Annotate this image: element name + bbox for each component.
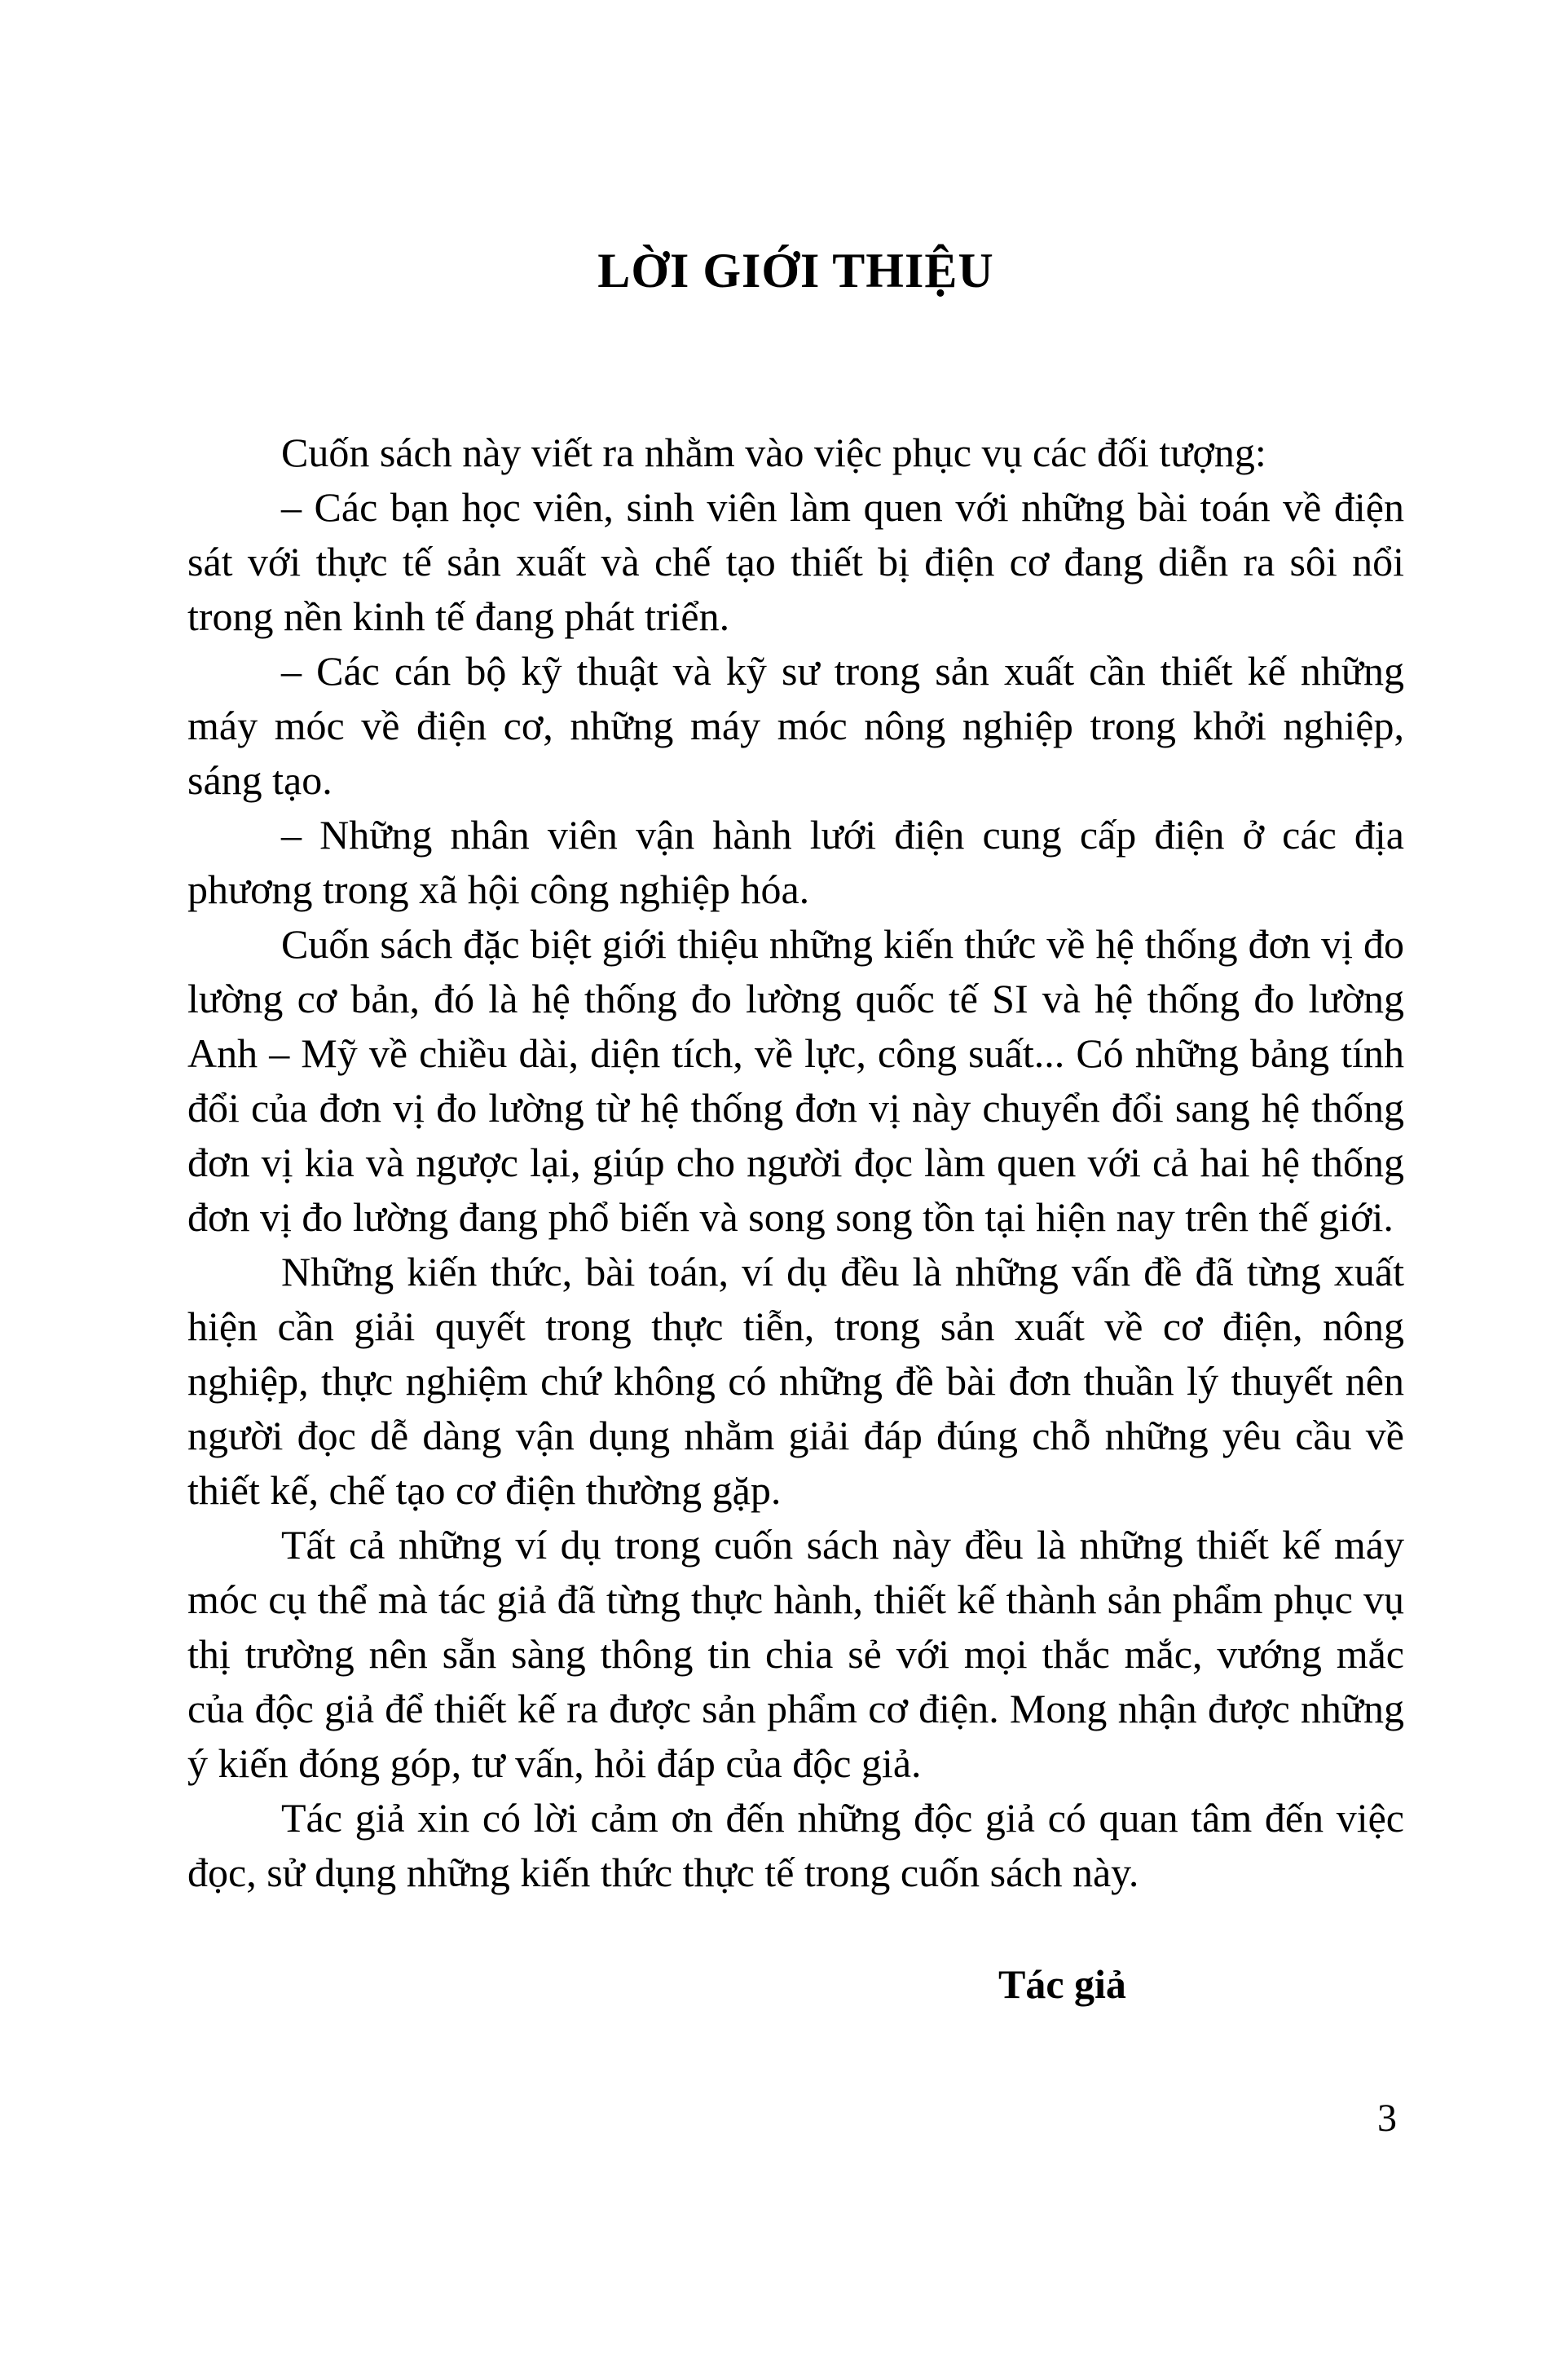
paragraph: Tác giả xin có lời cảm ơn đến những độc giả có quan tâm đến việc đọc, sử dụng những kiến thức thực tế trong cuốn sách này. (187, 1795, 1404, 1895)
paragraph: Tất cả những ví dụ trong cuốn sách này đều là những thiết kế máy móc cụ thể mà tác giả đã từng thực hành, thiết kế thành sản phẩm phục vụ thị trường nên sẵn sàng thông tin chia sẻ với mọi thắc mắc, vướng mắc của độc giả để thiết kế ra được sản phẩm cơ điện. Mong nhận được những ý kiến đóng góp, tư vấn, hỏi đáp của độc giả. (187, 1522, 1404, 1786)
paragraph: – Những nhân viên vận hành lưới điện cung cấp điện ở các địa phương trong xã hội công nghiệp hóa. (187, 812, 1404, 912)
page-title: LỜI GIỚI THIỆU (597, 244, 994, 298)
paragraph: Những kiến thức, bài toán, ví dụ đều là những vấn đề đã từng xuất hiện cần giải quyết trong thực tiễn, trong sản xuất về cơ điện, nông nghiệp, thực nghiệm chứ không có những đề bài đơn thuần lý thuyết nên người đọc dễ dàng vận dụng nhằm giải đáp đúng chỗ những yêu cầu về thiết kế, chế tạo cơ điện thường gặp. (187, 1249, 1404, 1513)
paragraph: Cuốn sách này viết ra nhằm vào việc phục vụ các đối tượng: (281, 430, 1266, 475)
document-body (187, 426, 1404, 2012)
paragraph: – Các bạn học viên, sinh viên làm quen với những bài toán về điện sát với thực tế sản xuất và chế tạo thiết bị điện cơ đang diễn ra sôi nổi trong nền kinh tế đang phát triển. (187, 484, 1404, 639)
page-number: 3 (1377, 2097, 1397, 2140)
paragraph: – Các cán bộ kỹ thuật và kỹ sư trong sản xuất cần thiết kế những máy móc về điện cơ, những máy móc nông nghiệp trong khởi nghiệp, sáng tạo. (187, 648, 1404, 803)
author-signature: Tác giả (998, 1961, 1126, 2007)
paragraph: Cuốn sách đặc biệt giới thiệu những kiến thức về hệ thống đơn vị đo lường cơ bản, đó là hệ thống đo lường quốc tế SI và hệ thống đo lường Anh – Mỹ về chiều dài, diện tích, về lực, công suất... Có những bảng tính đổi của đơn vị đo lường từ hệ thống đơn vị này chuyển đổi sang hệ thống đơn vị kia và ngược lại, giúp cho người đọc làm quen với cả hai hệ thống đơn vị đo lường đang phổ biến và song song tồn tại hiện nay trên thế giới. (187, 921, 1404, 1240)
